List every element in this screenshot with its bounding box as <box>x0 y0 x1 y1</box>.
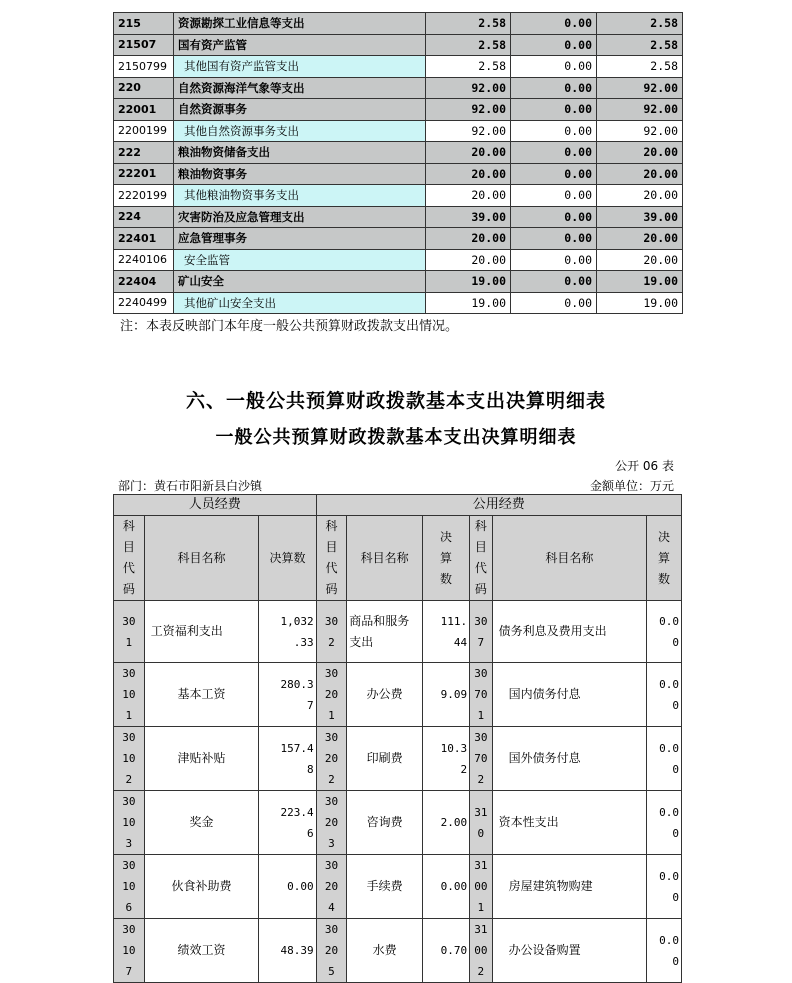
table-row <box>114 13 683 35</box>
header-name-2: 科目名称 <box>347 516 423 601</box>
table-row <box>114 77 683 99</box>
code-other: 31 00 2 <box>470 919 493 983</box>
row-amount-2: 0.00 <box>511 56 597 78</box>
table-row <box>114 163 683 185</box>
name-goods: 商品和服务 支出 <box>347 601 423 663</box>
table-row <box>114 601 682 663</box>
name-personnel: 津贴补贴 <box>144 727 259 791</box>
row-code: 2240106 <box>114 249 174 271</box>
row-name: 自然资源海洋气象等支出 <box>174 77 426 99</box>
row-name: 自然资源事务 <box>174 99 426 121</box>
name-goods: 咨询费 <box>347 791 423 855</box>
row-amount-1: 2.58 <box>426 56 511 78</box>
row-name: 粮油物资储备支出 <box>174 142 426 164</box>
code-goods: 30 20 2 <box>316 727 347 791</box>
table-row <box>114 727 682 791</box>
row-amount-3: 92.00 <box>597 77 683 99</box>
amount-personnel: 1,032 .33 <box>259 601 316 663</box>
row-code: 2220199 <box>114 185 174 207</box>
row-code: 22404 <box>114 271 174 293</box>
code-other: 30 70 1 <box>470 663 493 727</box>
row-amount-3: 20.00 <box>597 142 683 164</box>
row-amount-2: 0.00 <box>511 13 597 35</box>
row-amount-2: 0.00 <box>511 185 597 207</box>
table-row <box>114 228 683 250</box>
amount-personnel: 280.3 7 <box>259 663 316 727</box>
row-amount-3: 39.00 <box>597 206 683 228</box>
header-code-3: 科 目 代 码 <box>470 516 493 601</box>
row-amount-2: 0.00 <box>511 292 597 314</box>
name-personnel: 绩效工资 <box>144 919 259 983</box>
amount-goods: 111. 44 <box>423 601 470 663</box>
row-amount-2: 0.00 <box>511 228 597 250</box>
row-name: 粮油物资事务 <box>174 163 426 185</box>
table-row <box>114 185 683 207</box>
code-personnel: 30 1 <box>114 601 145 663</box>
table-row <box>114 249 683 271</box>
header-code-2: 科 目 代 码 <box>316 516 347 601</box>
row-amount-3: 20.00 <box>597 185 683 207</box>
name-personnel: 奖金 <box>144 791 259 855</box>
header-code-1: 科 目 代 码 <box>114 516 145 601</box>
row-amount-2: 0.00 <box>511 163 597 185</box>
amount-other: 0.0 0 <box>647 601 682 663</box>
row-amount-1: 20.00 <box>426 228 511 250</box>
department-label: 部门：黄石市阳新县白沙镇 <box>118 479 263 493</box>
row-name: 其他国有资产监管支出 <box>174 56 426 78</box>
group-public: 公用经费 <box>316 495 681 516</box>
row-amount-1: 20.00 <box>426 163 511 185</box>
row-code: 22401 <box>114 228 174 250</box>
code-goods: 30 20 4 <box>316 855 347 919</box>
row-code: 222 <box>114 142 174 164</box>
group-personnel: 人员经费 <box>114 495 317 516</box>
amount-personnel: 223.4 6 <box>259 791 316 855</box>
row-name: 安全监管 <box>174 249 426 271</box>
header-name-1: 科目名称 <box>144 516 259 601</box>
code-other: 30 7 <box>470 601 493 663</box>
name-other: 国外债务付息 <box>492 727 647 791</box>
row-amount-2: 0.00 <box>511 271 597 293</box>
code-personnel: 30 10 6 <box>114 855 145 919</box>
row-code: 22001 <box>114 99 174 121</box>
row-name: 资源勘探工业信息等支出 <box>174 13 426 35</box>
name-goods: 办公费 <box>347 663 423 727</box>
table-row <box>114 855 682 919</box>
row-name: 其他自然资源事务支出 <box>174 120 426 142</box>
table-row <box>114 663 682 727</box>
row-amount-2: 0.00 <box>511 77 597 99</box>
code-personnel: 30 10 3 <box>114 791 145 855</box>
row-name: 灾害防治及应急管理支出 <box>174 206 426 228</box>
row-amount-3: 92.00 <box>597 120 683 142</box>
row-amount-3: 19.00 <box>597 292 683 314</box>
row-amount-3: 20.00 <box>597 163 683 185</box>
row-amount-3: 20.00 <box>597 228 683 250</box>
code-goods: 30 20 3 <box>316 791 347 855</box>
table-number: 公开 06 表 <box>615 459 674 473</box>
amount-other: 0.0 0 <box>647 791 682 855</box>
name-other: 房屋建筑物购建 <box>492 855 647 919</box>
name-goods: 手续费 <box>347 855 423 919</box>
row-amount-3: 2.58 <box>597 34 683 56</box>
code-other: 30 70 2 <box>470 727 493 791</box>
name-personnel: 工资福利支出 <box>144 601 259 663</box>
row-amount-1: 20.00 <box>426 249 511 271</box>
amount-other: 0.0 0 <box>647 919 682 983</box>
table-row <box>114 919 682 983</box>
row-code: 2150799 <box>114 56 174 78</box>
row-name: 矿山安全 <box>174 271 426 293</box>
code-other: 31 0 <box>470 791 493 855</box>
unit-label: 金额单位：万元 <box>589 479 674 493</box>
row-amount-1: 19.00 <box>426 271 511 293</box>
basic-expenditure-detail-table <box>113 494 682 983</box>
row-amount-1: 92.00 <box>426 77 511 99</box>
section-title: 六、一般公共预算财政拨款基本支出决算明细表 <box>185 390 606 412</box>
code-personnel: 30 10 1 <box>114 663 145 727</box>
row-amount-2: 0.00 <box>511 206 597 228</box>
amount-goods: 10.3 2 <box>423 727 470 791</box>
table-row <box>114 56 683 78</box>
code-goods: 30 20 1 <box>316 663 347 727</box>
amount-other: 0.0 0 <box>647 727 682 791</box>
row-amount-3: 19.00 <box>597 271 683 293</box>
row-name: 应急管理事务 <box>174 228 426 250</box>
code-goods: 30 20 5 <box>316 919 347 983</box>
row-amount-3: 2.58 <box>597 56 683 78</box>
row-amount-3: 20.00 <box>597 249 683 271</box>
group-header-row <box>114 495 682 516</box>
row-code: 22201 <box>114 163 174 185</box>
amount-personnel: 0.00 <box>259 855 316 919</box>
name-other: 债务利息及费用支出 <box>492 601 647 663</box>
row-amount-1: 20.00 <box>426 185 511 207</box>
expenditure-summary-table <box>113 12 683 314</box>
row-code: 220 <box>114 77 174 99</box>
row-amount-1: 39.00 <box>426 206 511 228</box>
table-row <box>114 271 683 293</box>
row-amount-1: 92.00 <box>426 120 511 142</box>
amount-goods: 9.09 <box>423 663 470 727</box>
code-personnel: 30 10 7 <box>114 919 145 983</box>
row-code: 2200199 <box>114 120 174 142</box>
row-code: 21507 <box>114 34 174 56</box>
header-amount-1: 决算数 <box>259 516 316 601</box>
row-amount-1: 20.00 <box>426 142 511 164</box>
row-name: 国有资产监管 <box>174 34 426 56</box>
amount-other: 0.0 0 <box>647 855 682 919</box>
row-amount-3: 92.00 <box>597 99 683 121</box>
amount-goods: 0.70 <box>423 919 470 983</box>
row-code: 215 <box>114 13 174 35</box>
name-goods: 印刷费 <box>347 727 423 791</box>
table-row <box>114 206 683 228</box>
table-row <box>114 34 683 56</box>
name-personnel: 基本工资 <box>144 663 259 727</box>
code-goods: 30 2 <box>316 601 347 663</box>
amount-goods: 0.00 <box>423 855 470 919</box>
row-amount-3: 2.58 <box>597 13 683 35</box>
code-personnel: 30 10 2 <box>114 727 145 791</box>
name-other: 资本性支出 <box>492 791 647 855</box>
row-amount-2: 0.00 <box>511 99 597 121</box>
row-amount-1: 92.00 <box>426 99 511 121</box>
table-title: 一般公共预算财政拨款基本支出决算明细表 <box>215 427 577 448</box>
row-name: 其他矿山安全支出 <box>174 292 426 314</box>
amount-personnel: 157.4 8 <box>259 727 316 791</box>
name-other: 国内债务付息 <box>492 663 647 727</box>
header-amount-2: 决 算 数 <box>423 516 470 601</box>
table-row <box>114 120 683 142</box>
row-amount-2: 0.00 <box>511 142 597 164</box>
table-row <box>114 292 683 314</box>
row-name: 其他粮油物资事务支出 <box>174 185 426 207</box>
row-amount-1: 19.00 <box>426 292 511 314</box>
code-other: 31 00 1 <box>470 855 493 919</box>
row-code: 224 <box>114 206 174 228</box>
name-other: 办公设备购置 <box>492 919 647 983</box>
row-amount-2: 0.00 <box>511 120 597 142</box>
column-header-row <box>114 516 682 601</box>
row-amount-2: 0.00 <box>511 34 597 56</box>
amount-other: 0.0 0 <box>647 663 682 727</box>
row-amount-2: 0.00 <box>511 249 597 271</box>
table-note: 注：本表反映部门本年度一般公共预算财政拨款支出情况。 <box>120 319 459 334</box>
table-row <box>114 142 683 164</box>
row-amount-1: 2.58 <box>426 13 511 35</box>
table-row <box>114 99 683 121</box>
name-personnel: 伙食补助费 <box>144 855 259 919</box>
table-row <box>114 791 682 855</box>
row-amount-1: 2.58 <box>426 34 511 56</box>
name-goods: 水费 <box>347 919 423 983</box>
amount-personnel: 48.39 <box>259 919 316 983</box>
header-name-3: 科目名称 <box>492 516 647 601</box>
row-code: 2240499 <box>114 292 174 314</box>
header-amount-3: 决 算 数 <box>647 516 682 601</box>
amount-goods: 2.00 <box>423 791 470 855</box>
